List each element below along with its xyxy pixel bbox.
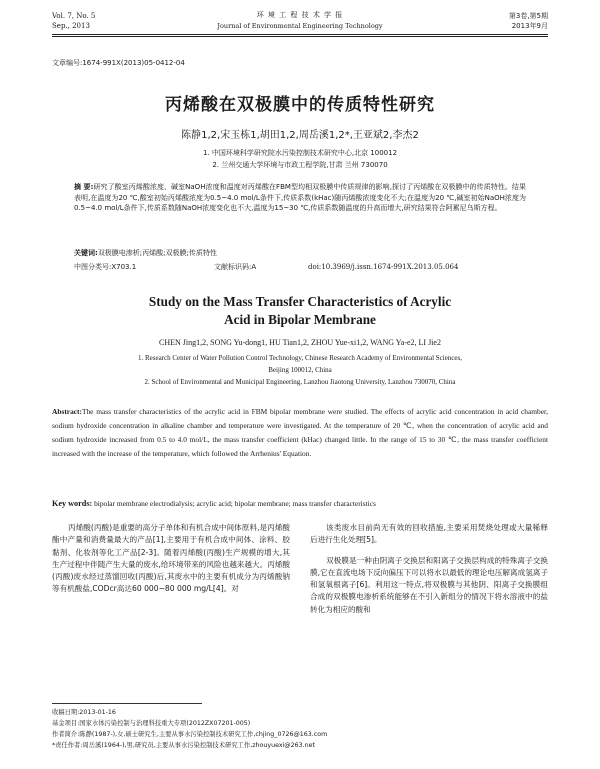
abstract-cn [74, 182, 526, 214]
abstract-cn-text: 研究了酸室丙烯酸浓度、碱室NaOH浓度和温度对丙烯酸在FBM型均相双极膜中传质规律的影响,探讨了丙烯酸在双极膜中的传质特性。结果表明,在温度为20 ℃,酸室初始丙烯酸浓度为0.5~4.0 mol/L条件下,传质系数(kHac)随丙烯酸浓度变化不大;在温度为20 ℃,碱室初始NaOH浓度为0.5~4.0 mol/L条件下,传质系数随NaOH浓度变化也不大,温度为15~30 ℃,传质系数随温度的升高而增大,研究结果符合阿累尼乌斯方程。 [74, 183, 526, 212]
affiliation-cn-2: 2. 兰州交通大学环境与市政工程学院,甘肃 兰州 730070 [212, 161, 388, 169]
authors-cn: 陈静1,2,宋玉栋1,胡田1,2,周岳溪1,2*,王亚斌2,李杰2 [181, 130, 419, 141]
affiliation-en-2: 2. School of Environmental and Municipal Engineering, Lanzhou Jiaotong University, Lanzhou 730070, China [144, 378, 456, 386]
title-en-line1: Study on the Mass Transfer Characteristics of Acrylic [148, 294, 452, 309]
authors-en: CHEN Jing1,2, SONG Yu-dong1, HU Tian1,2, ZHOU Yue-xi1,2, WANG Ya-e2, LI Jie2 [159, 338, 441, 347]
document-code: 文献标识码:A [214, 263, 257, 271]
title-en-line2: Acid in Bipolar Membrane [224, 312, 376, 327]
keywords-cn [74, 248, 526, 259]
footnote-funding: 基金项目:国家水体污染控制与治理科技重大专项(2012ZX07201-005) [52, 720, 251, 727]
journal-name-cn: 环 境 工 程 技 术 学 报 [256, 11, 344, 19]
volume-issue-cn: 第3卷,第5期 [508, 12, 548, 20]
article-number: 文章编号:1674-991X(2013)05-0412-04 [52, 59, 185, 67]
keywords-en-label: Key words: [52, 499, 93, 508]
footnote-received-date: 收稿日期:2013-01-16 [52, 709, 116, 716]
footnotes [52, 707, 548, 751]
abstract-cn-label: 摘 要: [74, 183, 94, 191]
volume-issue: Vol. 7, No. 5 [52, 12, 96, 20]
keywords-en-text: bipolar membrane electrodialysis; acrylic acid; bipolar membrane; mass transfer characteristics [94, 499, 376, 508]
abstract-en-text: The mass transfer characteristics of the acrylic acid in FBM bipolar membrane were studied. The effects of acrylic acid concentration in acid chamber, sodium hydroxide concentration in alkaline chamber and temperature were investigated. At the temperature of 20 ℃, when the concentration of acrylic acid and sodium hydroxide increased from 0.5 to 4.0 mol/L, the mass transfer coefficient (kHac) changed little. In the range of 15 to 30 ℃, the mass transfer coefficient increased with the increase of the temperature, which followed the Arrhenius' Equation. [52, 407, 548, 458]
body-right-paragraph-2: 双极膜是一种由阴离子交换层和阳离子交换层构成的特殊离子交换膜,它在直流电场下反向偏压下可以将水以最低的理论电压解离成氢离子和氢氧根离子[6]。利用这一特点,将双极膜与其他阴、阳离子交换膜组合成的双极膜电渗析系统能够在不引入新组分的情况下将水溶液中的盐转化为相应的酸和 [310, 555, 548, 614]
footnote-author-bio: 作者简介:陈静(1987-),女,硕士研究生,主要从事水污染控制技术研究工作,chjing_0726@163.com [52, 731, 328, 738]
doi: doi:10.3969/j.issn.1674-991X.2013.05.064 [308, 263, 459, 271]
affiliation-en-1b: Beijing 100012, China [268, 366, 332, 374]
abstract-en-label: Abstract: [52, 407, 82, 416]
affiliation-cn-1: 1. 中国环境科学研究院水污染控制技术研究中心,北京 100012 [202, 149, 398, 157]
abstract-en [52, 405, 548, 461]
publication-date: Sep., 2013 [52, 22, 90, 30]
body-column-right [310, 522, 548, 616]
keywords-en [52, 498, 548, 510]
affiliation-en-1: 1. Research Center of Water Pollution Control Technology, Chinese Research Academy of Environmental Sciences, [137, 354, 463, 362]
title-cn: 丙烯酸在双极膜中的传质特性研究 [165, 95, 435, 115]
affiliations-cn [90, 147, 510, 171]
keywords-cn-text: 双极膜电渗析;丙烯酸;双极膜;传质特性 [97, 249, 217, 257]
footnote-rule [52, 703, 202, 704]
keywords-cn-label: 关键词: [74, 249, 98, 257]
header-rule [52, 34, 548, 35]
body-column-left: 丙烯酸(丙酸)是重要的高分子单体和有机合成中间体原料,是丙烯酸酯中产量和消费量最大的产品[1],主要用于有机合成中间体、涂料、胶黏剂、化妆剂等化工产品[2-3]。随着丙烯酸(丙酸)生产规模的增大,其生产过程中伴随产生大量的废水,给环境带来的风险也越来越大。丙烯酸(丙酸)废水经过蒸馏回收(丙酸)后,其废水中的主要有机成分为丙烯酸钠等有机酸盐,CODcr高达60 000~80 000 mg/L[4]。对 [52, 523, 290, 594]
header-rule-2 [52, 36, 548, 37]
clc-number: 中图分类号:X703.1 [74, 263, 137, 271]
affiliations-en [60, 352, 540, 388]
body-right-paragraph-1: 该类废水目前尚无有效的回收措施,主要采用焚烧处理或大量稀释后进行生化处理[5]。 [310, 523, 548, 545]
journal-name-en: Journal of Environmental Engineering Technology [217, 22, 383, 30]
publication-date-cn: 2013年9月 [511, 22, 548, 30]
footnote-corresponding-author: *责任作者:周岳溪(1964-),男,研究员,主要从事水污染控制技术研究工作,zhouyuexi@263.net [52, 742, 315, 749]
